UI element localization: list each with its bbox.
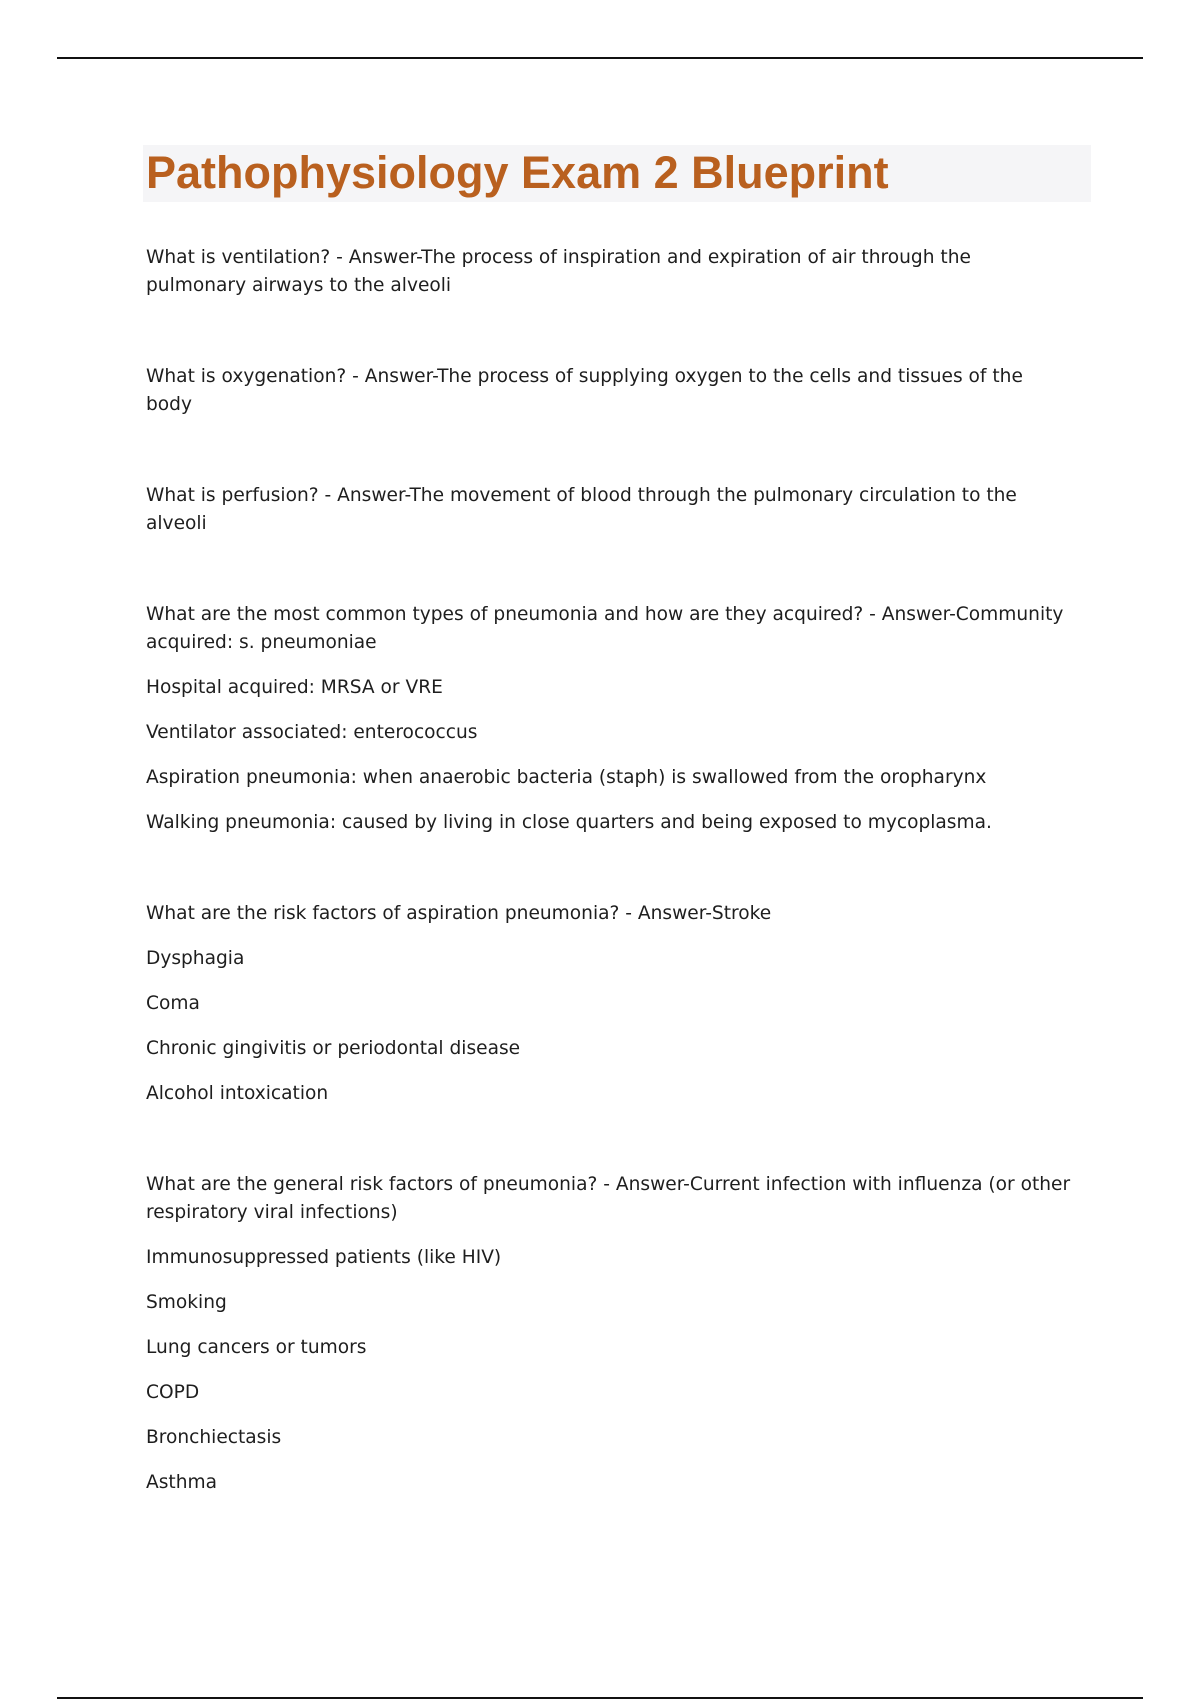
question-answer-text: What is perfusion? - Answer-The movement of blood through the pulmonary circulation to the alveoli [146, 485, 1017, 534]
qa-entry-aspiration-risk [146, 900, 1071, 1108]
qa-entry-general-risk [146, 1171, 1071, 1497]
answer-line: Hospital acquired: MRSA or VRE [146, 677, 443, 698]
answer-line: Ventilator associated: enterococcus [146, 722, 478, 743]
question-answer-text: What is oxygenation? - Answer-The process of supplying oxygen to the cells and tissues of the body [146, 366, 1023, 415]
answer-line: Lung cancers or tumors [146, 1337, 367, 1358]
document-body [146, 244, 1071, 1497]
question-answer-text: What are the risk factors of aspiration pneumonia? - Answer-Stroke [146, 903, 772, 924]
answer-line: Walking pneumonia: caused by living in close quarters and being exposed to mycoplasma. [146, 812, 992, 833]
qa-entry-ventilation [146, 244, 1071, 300]
page-title: Pathophysiology Exam 2 Blueprint [146, 147, 889, 198]
question-answer-text: What are the general risk factors of pneumonia? - Answer-Current infection with influenza (or other respiratory viral infections) [146, 1174, 1071, 1223]
answer-line: Immunosuppressed patients (like HIV) [146, 1247, 502, 1268]
answer-line: Bronchiectasis [146, 1427, 282, 1448]
answer-line: Alcohol intoxication [146, 1083, 329, 1104]
answer-line: Aspiration pneumonia: when anaerobic bacteria (staph) is swallowed from the oropharynx [146, 767, 987, 788]
question-answer-text: What are the most common types of pneumonia and how are they acquired? - Answer-Community acquired: s. pneumoniae [146, 604, 1064, 653]
answer-line: Asthma [146, 1472, 217, 1493]
answer-line: Chronic gingivitis or periodontal disease [146, 1038, 521, 1059]
answer-line: COPD [146, 1382, 200, 1403]
qa-entry-pneumonia-types [146, 601, 1071, 837]
qa-entry-oxygenation [146, 363, 1071, 419]
question-answer-text: What is ventilation? - Answer-The process of inspiration and expiration of air through the pulmonary airways to the alveoli [146, 247, 971, 296]
answer-line: Dysphagia [146, 948, 245, 969]
answer-line: Coma [146, 993, 200, 1014]
bottom-rule [57, 1697, 1143, 1699]
answer-line: Smoking [146, 1292, 227, 1313]
qa-entry-perfusion [146, 482, 1071, 538]
top-rule [57, 57, 1143, 59]
